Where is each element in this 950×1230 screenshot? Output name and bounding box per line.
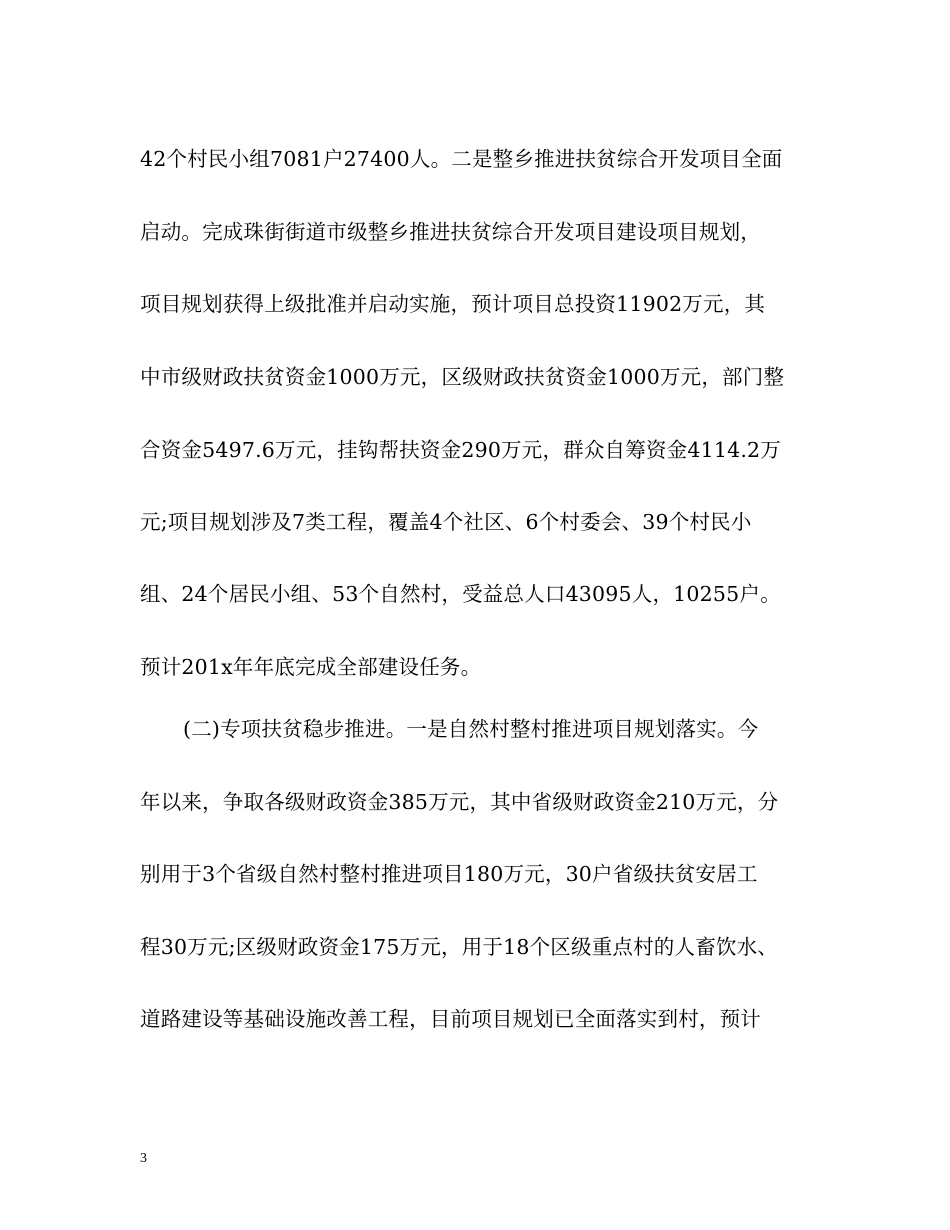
text-line: 42个村民小组7081户27400人。二是整乡推进扶贫综合开发项目全面 — [140, 147, 783, 171]
text-line: 预计201x年年底完成全部建设任务。 — [140, 655, 482, 679]
text-line: 道路建设等基础设施改善工程，目前项目规划已全面落实到村，预计 — [140, 1007, 761, 1031]
text-line: 程30万元;区级财政资金175万元，用于18个区级重点村的人畜饮水、 — [140, 935, 779, 959]
text-line: 别用于3个省级自然村整村推进项目180万元，30户省级扶贫安居工 — [140, 862, 758, 886]
page-number: 3 — [140, 1151, 147, 1166]
text-line: 合资金5497.6万元，挂钩帮扶资金290万元，群众自筹资金4114.2万 — [140, 438, 781, 462]
text-line: 组、24个居民小组、53个自然村，受益总人口43095人，10255户。 — [140, 582, 781, 606]
text-line: 中市级财政扶贫资金1000万元，区级财政扶贫资金1000万元，部门整 — [140, 365, 785, 389]
text-line: 元;项目规划涉及7类工程，覆盖4个社区、6个村委会、39个村民小 — [140, 510, 752, 534]
text-line: 年以来，争取各级财政资金385万元，其中省级财政资金210万元，分 — [140, 790, 779, 814]
text-line: 项目规划获得上级批准并启动实施，预计项目总投资11902万元，其 — [140, 292, 766, 316]
text-line: 启动。完成珠街街道市级整乡推进扶贫综合开发项目建设项目规划， — [140, 220, 761, 244]
paragraph-first-line: (二)专项扶贫稳步推进。一是自然村整村推进项目规划落实。今 — [183, 717, 759, 741]
